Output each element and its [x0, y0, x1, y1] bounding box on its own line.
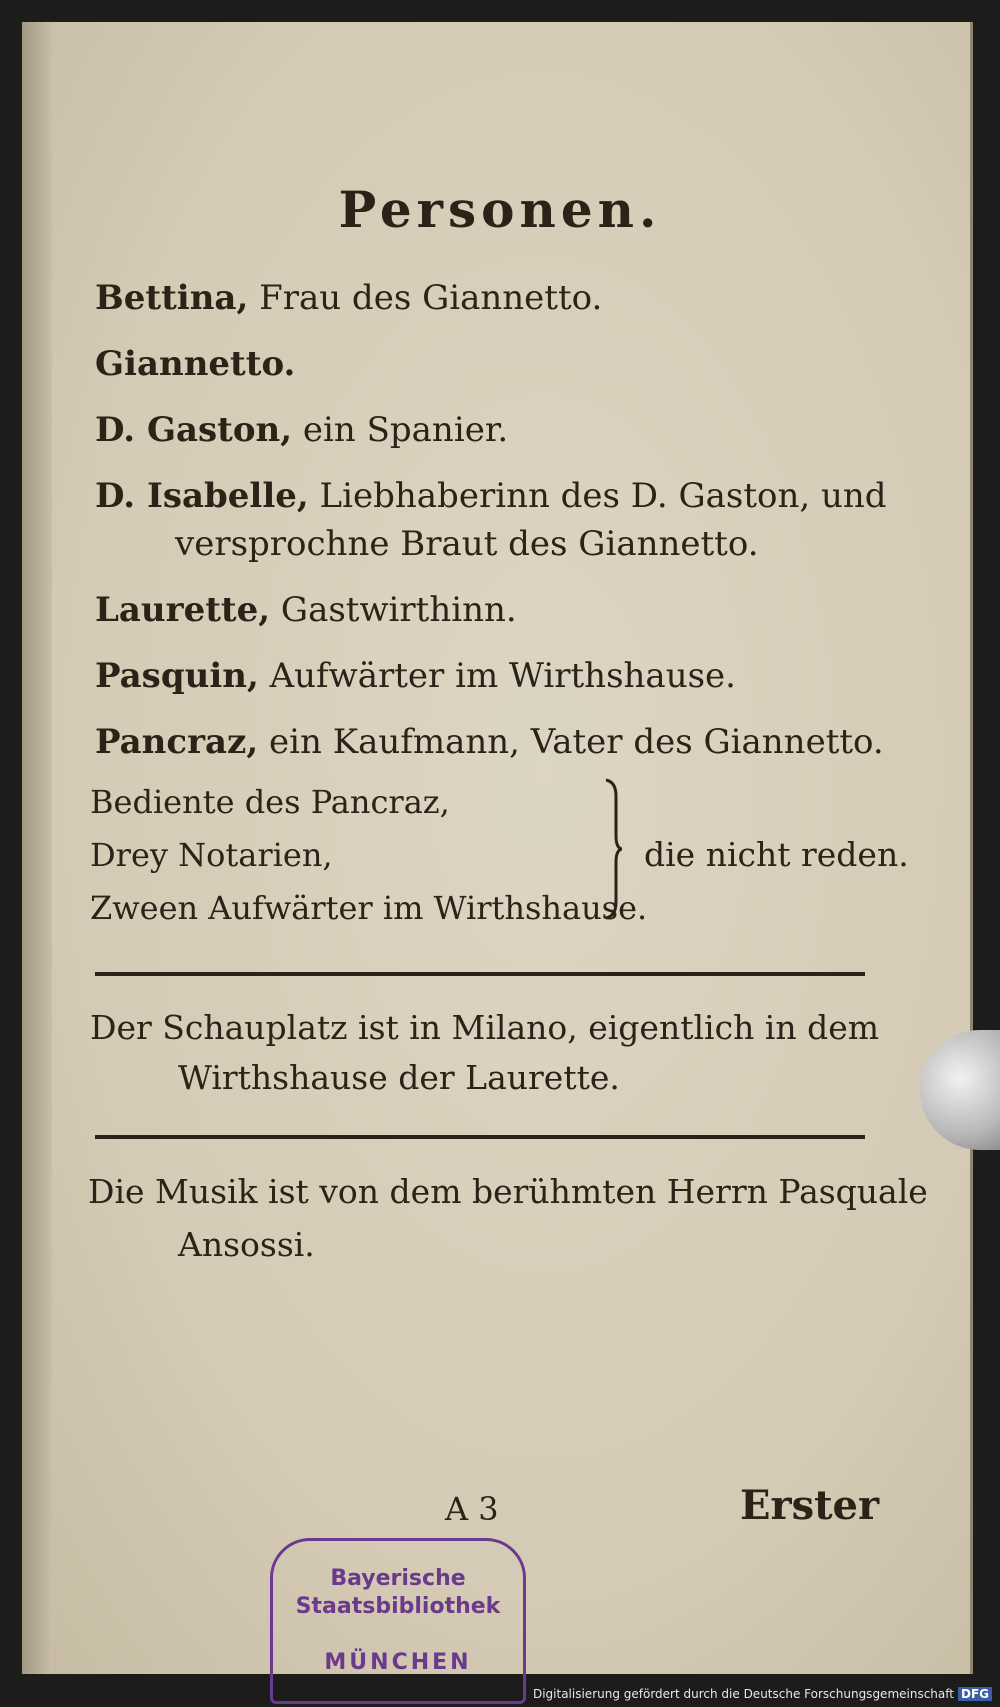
person-name: Giannetto. — [95, 344, 296, 384]
signature-mark: A 3 — [445, 1490, 499, 1528]
person-desc: Gastwirthinn. — [280, 590, 517, 630]
silent-roles-label: die nicht reden. — [644, 835, 909, 874]
person-desc: ein Spanier. — [302, 410, 509, 450]
person-name: Laurette, — [95, 590, 271, 630]
digitization-credit — [533, 1687, 992, 1701]
person-desc-continued: versprochne Braut des Giannetto. — [175, 524, 759, 564]
person-name: Bettina, — [95, 278, 249, 318]
dfg-logo: DFG — [958, 1687, 992, 1701]
library-stamp — [270, 1538, 526, 1704]
music-line: Ansossi. — [178, 1225, 315, 1264]
person-entry — [95, 410, 508, 450]
person-entry — [95, 476, 887, 516]
person-desc: Aufwärter im Wirthshause. — [269, 656, 736, 696]
music-line: Die Musik ist von dem berühmten Herrn Pasquale — [88, 1172, 928, 1211]
person-name: Pasquin, — [95, 656, 259, 696]
stamp-line: MÜNCHEN — [324, 1650, 472, 1675]
person-name: D. Gaston, — [95, 410, 293, 450]
curly-brace-icon — [604, 778, 622, 920]
person-entry — [95, 344, 295, 384]
person-name: Pancraz, — [95, 722, 259, 762]
page-heading: Personen. — [338, 180, 662, 239]
person-entry — [95, 278, 602, 318]
person-entry — [95, 722, 884, 762]
silent-role: Bediente des Pancraz, — [90, 783, 450, 821]
person-desc: Frau des Giannetto. — [259, 278, 603, 318]
silent-role: Drey Notarien, — [90, 836, 333, 874]
catchword: Erster — [740, 1482, 880, 1529]
person-entry — [95, 656, 736, 696]
divider-rule — [95, 972, 865, 976]
page-gutter — [22, 22, 52, 1674]
setting-line: Der Schauplatz ist in Milano, eigentlich in dem — [90, 1008, 880, 1047]
setting-line: Wirthshause der Laurette. — [178, 1058, 620, 1097]
person-name: D. Isabelle, — [95, 476, 309, 516]
stamp-line: Staatsbibliothek — [295, 1594, 501, 1619]
credit-text: Digitalisierung gefördert durch die Deutsche Forschungsgemeinschaft — [532, 1687, 954, 1701]
person-entry — [95, 590, 517, 630]
person-desc: Liebhaberinn des D. Gaston, und — [319, 476, 887, 516]
person-desc: ein Kaufmann, Vater des Giannetto. — [269, 722, 884, 762]
stamp-line: Bayerische — [330, 1566, 466, 1591]
silent-role: Zween Aufwärter im Wirthshause. — [90, 889, 648, 927]
divider-rule — [95, 1135, 865, 1139]
